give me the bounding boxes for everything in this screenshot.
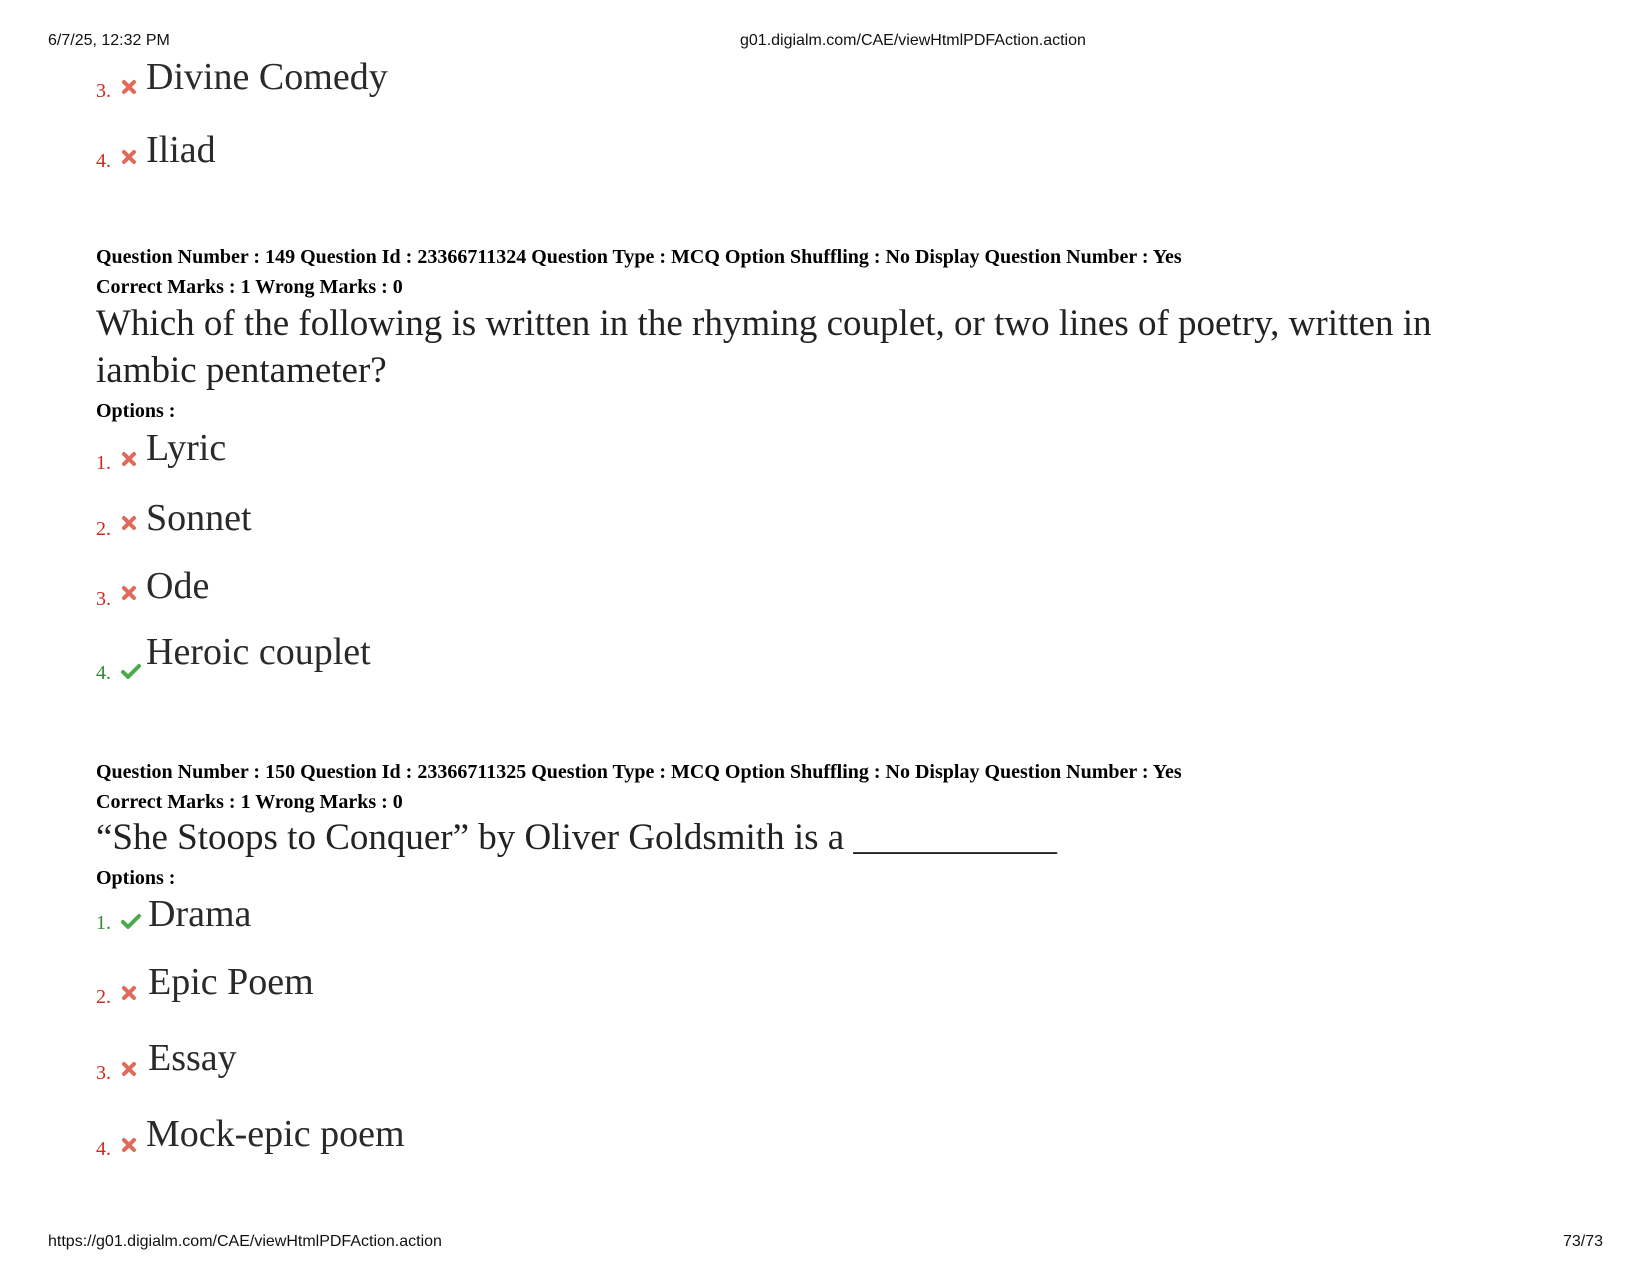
option-number: 1. — [96, 452, 111, 474]
option-text: Sonnet — [146, 497, 252, 539]
cross-icon — [120, 78, 138, 96]
option-text: Lyric — [146, 427, 227, 469]
page-number: 73/73 — [1563, 1233, 1604, 1250]
question-149-marks: Correct Marks : 1 Wrong Marks : 0 — [96, 276, 403, 298]
question-150-marks: Correct Marks : 1 Wrong Marks : 0 — [96, 791, 403, 813]
option-text: Divine Comedy — [146, 56, 388, 98]
option-text: Drama — [148, 893, 252, 935]
option-number: 4. — [96, 662, 111, 684]
option-text: Epic Poem — [148, 961, 314, 1003]
option-number: 3. — [96, 80, 111, 102]
cross-icon — [120, 984, 138, 1002]
cross-icon — [120, 450, 138, 468]
options-heading: Options : — [96, 867, 176, 889]
print-datetime: 6/7/25, 12:32 PM — [48, 32, 170, 49]
option-text: Iliad — [146, 129, 216, 171]
cross-icon — [120, 148, 138, 166]
option-number: 2. — [96, 986, 111, 1008]
option-number: 2. — [96, 518, 111, 540]
option-number: 3. — [96, 588, 111, 610]
options-heading: Options : — [96, 400, 176, 422]
option-number: 4. — [96, 150, 111, 172]
question-149-text: Which of the following is written in the rhyming couplet, or two lines of poetry, written in iambic pentameter? — [96, 303, 1432, 391]
option-number: 3. — [96, 1062, 111, 1084]
option-number: 4. — [96, 1138, 111, 1160]
cross-icon — [120, 584, 138, 602]
cross-icon — [120, 1060, 138, 1078]
print-footer-url: https://g01.digialm.com/CAE/viewHtmlPDFAction.action — [48, 1233, 442, 1250]
cross-icon — [120, 1136, 138, 1154]
option-text: Mock-epic poem — [146, 1113, 405, 1155]
question-150-meta: Question Number : 150 Question Id : 23366711325 Question Type : MCQ Option Shuffling : No Display Question Number : Yes — [96, 761, 1182, 783]
cross-icon — [120, 514, 138, 532]
question-149-meta: Question Number : 149 Question Id : 23366711324 Question Type : MCQ Option Shuffling : No Display Question Number : Yes — [96, 246, 1182, 268]
option-text: Heroic couplet — [146, 631, 371, 673]
option-number: 1. — [96, 912, 111, 934]
question-150-text: “She Stoops to Conquer” by Oliver Goldsmith is a ___________ — [96, 817, 1057, 858]
option-text: Essay — [148, 1037, 237, 1079]
check-icon — [120, 912, 142, 930]
option-text: Ode — [146, 565, 210, 607]
check-icon — [120, 662, 142, 680]
print-header-url: g01.digialm.com/CAE/viewHtmlPDFAction.action — [740, 32, 1086, 49]
